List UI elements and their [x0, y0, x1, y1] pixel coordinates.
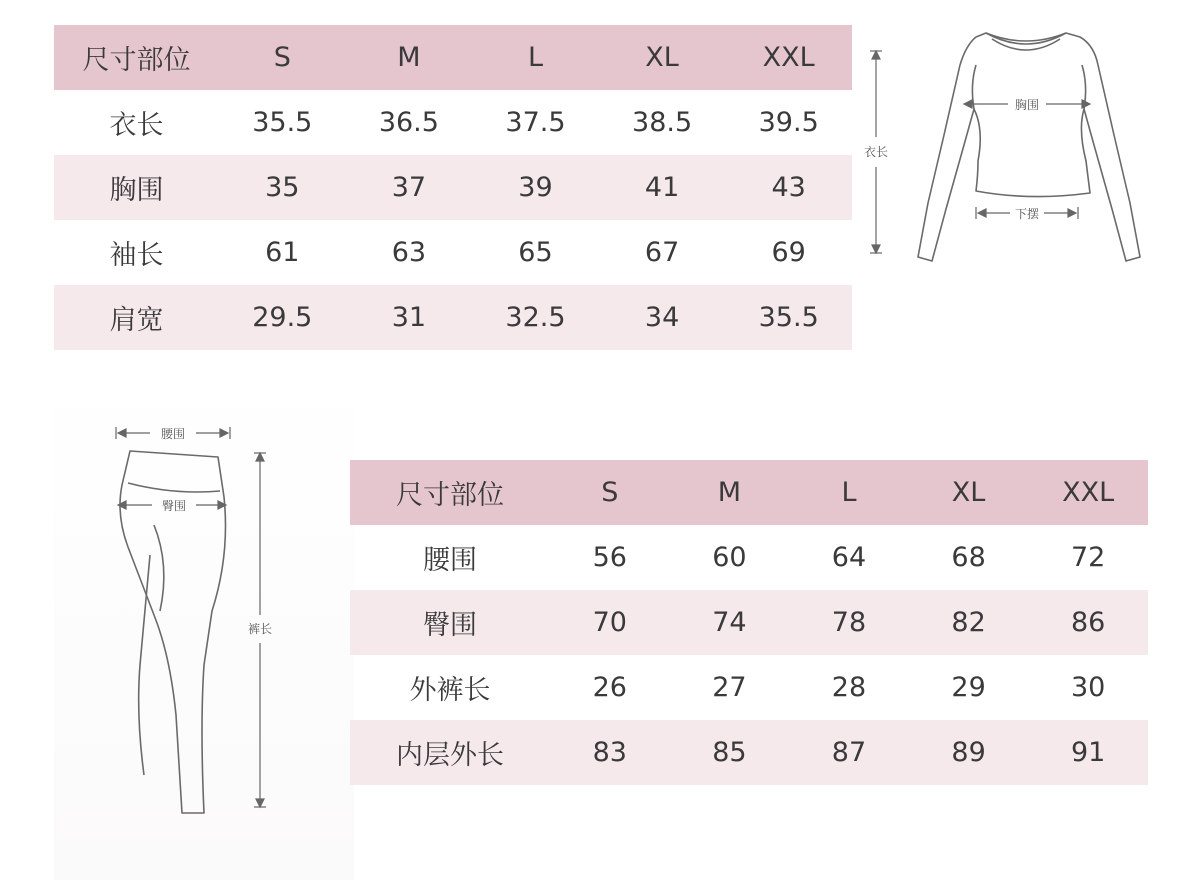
hip-label: 臀围: [161, 499, 187, 513]
table-cell: 74: [670, 590, 790, 655]
row-label: 胸围: [54, 155, 219, 220]
pants-waistband: [128, 483, 220, 492]
header-cell: XXL: [725, 25, 852, 90]
table-cell: 87: [789, 720, 909, 785]
row-label: 臀围: [350, 590, 550, 655]
table-cell: 37: [346, 155, 473, 220]
table-cell: 32.5: [472, 285, 599, 350]
table-cell: 27: [712, 672, 747, 703]
row-label: 腰围: [423, 545, 477, 576]
header-cell: M: [670, 460, 790, 525]
table-cell: 86: [1028, 590, 1148, 655]
table-cell: 67: [644, 237, 680, 268]
top-garment-outline: [918, 33, 1140, 261]
table-cell: 31: [346, 285, 473, 350]
table-cell: 29.5: [219, 285, 346, 350]
table-cell: 56: [592, 542, 627, 573]
table-cell: 78: [789, 590, 909, 655]
table-cell: 69: [771, 237, 806, 268]
table-cell: 28: [831, 672, 867, 703]
bottom-size-table: [350, 460, 1148, 785]
table-cell: 70: [550, 590, 670, 655]
waist-label: 腰围: [160, 427, 186, 441]
table-cell: 60: [712, 542, 747, 573]
table-cell: 35: [219, 155, 346, 220]
pants-length-label: 裤长: [247, 622, 273, 636]
row-label: 袖长: [109, 240, 164, 271]
header-cell: L: [472, 25, 599, 90]
table-row: [54, 285, 852, 350]
row-label: 衣长: [109, 110, 164, 141]
header-cell: XL: [599, 25, 726, 90]
table-cell: 64: [831, 542, 867, 573]
hem-label: 下摆: [1014, 207, 1040, 221]
table-header-row: [350, 460, 1148, 525]
table-cell: 36.5: [378, 107, 439, 138]
table-row: [350, 655, 1148, 720]
table-cell: 35.5: [725, 285, 852, 350]
table-cell: 41: [599, 155, 726, 220]
table-cell: 91: [1028, 720, 1148, 785]
table-cell: 85: [670, 720, 790, 785]
top-sleeve-seam: [972, 65, 976, 109]
table-cell: 34: [599, 285, 726, 350]
pants-seam: [154, 525, 164, 611]
table-cell: 68: [951, 542, 986, 573]
table-row: [350, 590, 1148, 655]
chest-label: 胸围: [1014, 98, 1040, 112]
table-cell: 65: [518, 237, 553, 268]
table-cell: 37.5: [505, 107, 566, 138]
table-row: [54, 90, 852, 155]
table-cell: 38.5: [632, 107, 693, 138]
table-cell: 83: [550, 720, 670, 785]
table-cell: 29: [951, 672, 986, 703]
pants-svg: [100, 415, 300, 825]
table-cell: 30: [1071, 672, 1106, 703]
row-label: 外裤长: [409, 675, 491, 706]
table-row: [54, 155, 852, 220]
table-cell: 39: [472, 155, 599, 220]
table-cell: 63: [391, 237, 427, 268]
table-cell: 26: [592, 672, 627, 703]
top-garment-svg: [858, 25, 1168, 275]
row-label: 肩宽: [54, 285, 219, 350]
header-cell: 尺寸部位: [54, 25, 219, 90]
table-cell: 61: [265, 237, 300, 268]
table-header-row: [54, 25, 852, 90]
top-size-table: [54, 25, 852, 350]
table-row: [350, 525, 1148, 590]
length-label: 衣长: [863, 145, 889, 159]
header-cell: XXL: [1028, 460, 1148, 525]
header-cell: 尺寸部位: [350, 460, 550, 525]
header-cell: L: [789, 460, 909, 525]
table-cell: 35.5: [252, 107, 313, 138]
table-cell: 39.5: [758, 107, 819, 138]
table-cell: 89: [909, 720, 1029, 785]
pants-diagram: [100, 415, 300, 825]
table-cell: 82: [909, 590, 1029, 655]
header-cell: XL: [909, 460, 1029, 525]
header-cell: S: [219, 25, 346, 90]
top-garment-diagram: [858, 25, 1168, 275]
header-cell: M: [346, 25, 473, 90]
table-cell: 72: [1071, 542, 1106, 573]
row-label: 内层外长: [350, 720, 550, 785]
table-row: [350, 720, 1148, 785]
table-row: [54, 220, 852, 285]
table-cell: 43: [725, 155, 852, 220]
header-cell: S: [550, 460, 670, 525]
